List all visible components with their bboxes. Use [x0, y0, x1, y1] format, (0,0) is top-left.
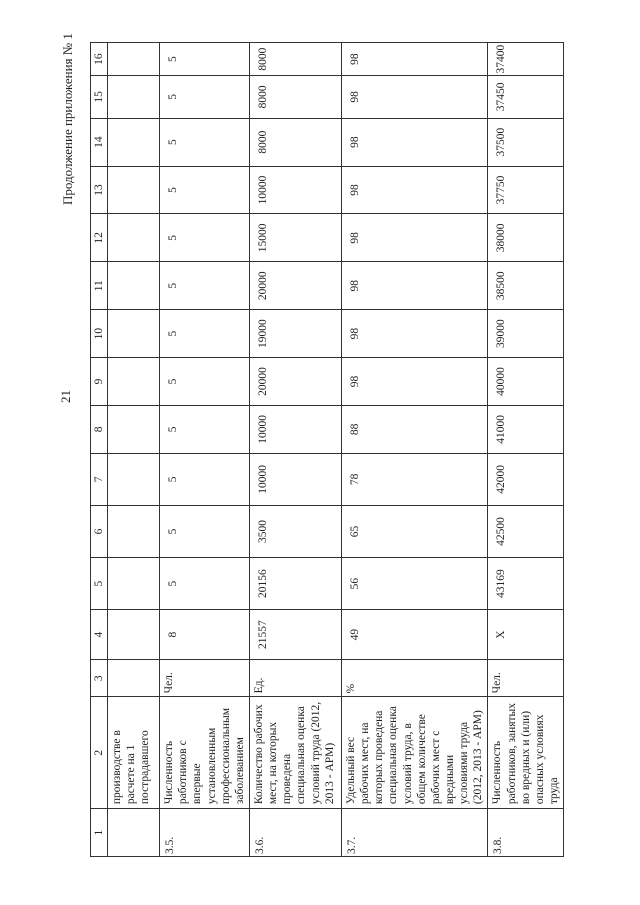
- table-cell: 98: [341, 214, 487, 262]
- table-cell: 15000: [249, 214, 341, 262]
- table-cell: 78: [341, 453, 487, 505]
- table-cell: [108, 453, 160, 505]
- table-cell: 5: [160, 262, 250, 310]
- col-header: 3: [91, 660, 108, 697]
- row-index: 3.8.: [488, 809, 564, 857]
- row-unit: Чел.: [160, 660, 250, 697]
- rotated-table-container: [90, 42, 560, 857]
- table-row: [341, 43, 487, 857]
- table-cell: [108, 610, 160, 660]
- table-cell: [108, 358, 160, 406]
- table-cell: 10000: [249, 453, 341, 505]
- row-index: 3.7.: [341, 809, 487, 857]
- row-index: [108, 809, 160, 857]
- table-cell: 20000: [249, 262, 341, 310]
- col-header: 16: [91, 43, 108, 76]
- table-cell: 5: [160, 118, 250, 166]
- table-cell: 40000: [488, 358, 564, 406]
- col-header: 15: [91, 76, 108, 119]
- table-cell: 10000: [249, 166, 341, 214]
- table-cell: X: [488, 610, 564, 660]
- table-cell: 8000: [249, 118, 341, 166]
- table-cell: 5: [160, 453, 250, 505]
- table-cell: 42000: [488, 453, 564, 505]
- table-cell: [108, 76, 160, 119]
- table-cell: 37400: [488, 43, 564, 76]
- table-cell: 5: [160, 405, 250, 453]
- table-row: [488, 43, 564, 857]
- col-header: 7: [91, 453, 108, 505]
- row-index: 3.5.: [160, 809, 250, 857]
- table-cell: 43169: [488, 558, 564, 610]
- table-cell: 5: [160, 43, 250, 76]
- table-cell: 5: [160, 214, 250, 262]
- col-header: 5: [91, 558, 108, 610]
- table-cell: [108, 505, 160, 557]
- table-cell: 10000: [249, 405, 341, 453]
- table-cell: 49: [341, 610, 487, 660]
- table-cell: 37500: [488, 118, 564, 166]
- table-cell: [108, 262, 160, 310]
- page-number: 21: [58, 390, 73, 403]
- table-cell: 5: [160, 76, 250, 119]
- table-cell: 37750: [488, 166, 564, 214]
- table-cell: [108, 43, 160, 76]
- col-header: 10: [91, 310, 108, 358]
- table-cell: 39000: [488, 310, 564, 358]
- col-header: 13: [91, 166, 108, 214]
- table-cell: 65: [341, 505, 487, 557]
- table-cell: 98: [341, 76, 487, 119]
- row-index: 3.6.: [249, 809, 341, 857]
- row-description: Численность работников, занятых во вредных и (или) опасных условиях труда: [488, 697, 564, 809]
- table-cell: 5: [160, 358, 250, 406]
- col-header: 1: [91, 809, 108, 857]
- table-cell: 98: [341, 262, 487, 310]
- col-header: 2: [91, 697, 108, 809]
- table-cell: 98: [341, 310, 487, 358]
- table-cell: 98: [341, 358, 487, 406]
- table-cell: [108, 214, 160, 262]
- col-header: 6: [91, 505, 108, 557]
- table-cell: [108, 405, 160, 453]
- table-cell: 41000: [488, 405, 564, 453]
- col-header: 14: [91, 118, 108, 166]
- table-cell: 38500: [488, 262, 564, 310]
- column-number-row: [91, 43, 108, 857]
- col-header: 11: [91, 262, 108, 310]
- table-cell: 98: [341, 118, 487, 166]
- col-header: 12: [91, 214, 108, 262]
- table-cell: 98: [341, 43, 487, 76]
- table-row: [108, 43, 160, 857]
- table-cell: 5: [160, 310, 250, 358]
- table-cell: 5: [160, 166, 250, 214]
- row-unit: Чел.: [488, 660, 564, 697]
- table-cell: 21557: [249, 610, 341, 660]
- row-description: Удельный вес рабочих мест, на которых проведена специальная оценка условий труда, в общем количестве рабочих мест с вредными условиями труда (2012, 2013 - АРМ): [341, 697, 487, 809]
- row-description: Количество рабочих мест, на которых проведена специальная оценка условий труда (2012, 2013 - АРМ): [249, 697, 341, 809]
- row-unit: %: [341, 660, 487, 697]
- table-cell: [108, 118, 160, 166]
- table-cell: 8: [160, 610, 250, 660]
- table-cell: 38000: [488, 214, 564, 262]
- table-cell: 3500: [249, 505, 341, 557]
- appendix-continuation-heading: Продолжение приложения № 1: [60, 33, 75, 205]
- table-cell: 42500: [488, 505, 564, 557]
- table-cell: 5: [160, 505, 250, 557]
- col-header: 9: [91, 358, 108, 406]
- table-cell: 20156: [249, 558, 341, 610]
- table-cell: 5: [160, 558, 250, 610]
- row-unit: Ед.: [249, 660, 341, 697]
- table-cell: 8000: [249, 43, 341, 76]
- col-header: 4: [91, 610, 108, 660]
- table-row: [160, 43, 250, 857]
- table-cell: 88: [341, 405, 487, 453]
- indicators-table: [90, 42, 564, 857]
- row-description: Численность работников с впервые установленным профессиональным заболеванием: [160, 697, 250, 809]
- table-cell: [108, 558, 160, 610]
- row-unit: [108, 660, 160, 697]
- table-cell: 37450: [488, 76, 564, 119]
- table-cell: 8000: [249, 76, 341, 119]
- row-description: производстве в расчете на 1 пострадавшего: [108, 697, 160, 809]
- table-cell: [108, 310, 160, 358]
- table-cell: 56: [341, 558, 487, 610]
- table-cell: 20000: [249, 358, 341, 406]
- col-header: 8: [91, 405, 108, 453]
- table-cell: [108, 166, 160, 214]
- table-cell: 19000: [249, 310, 341, 358]
- table-row: [249, 43, 341, 857]
- table-cell: 98: [341, 166, 487, 214]
